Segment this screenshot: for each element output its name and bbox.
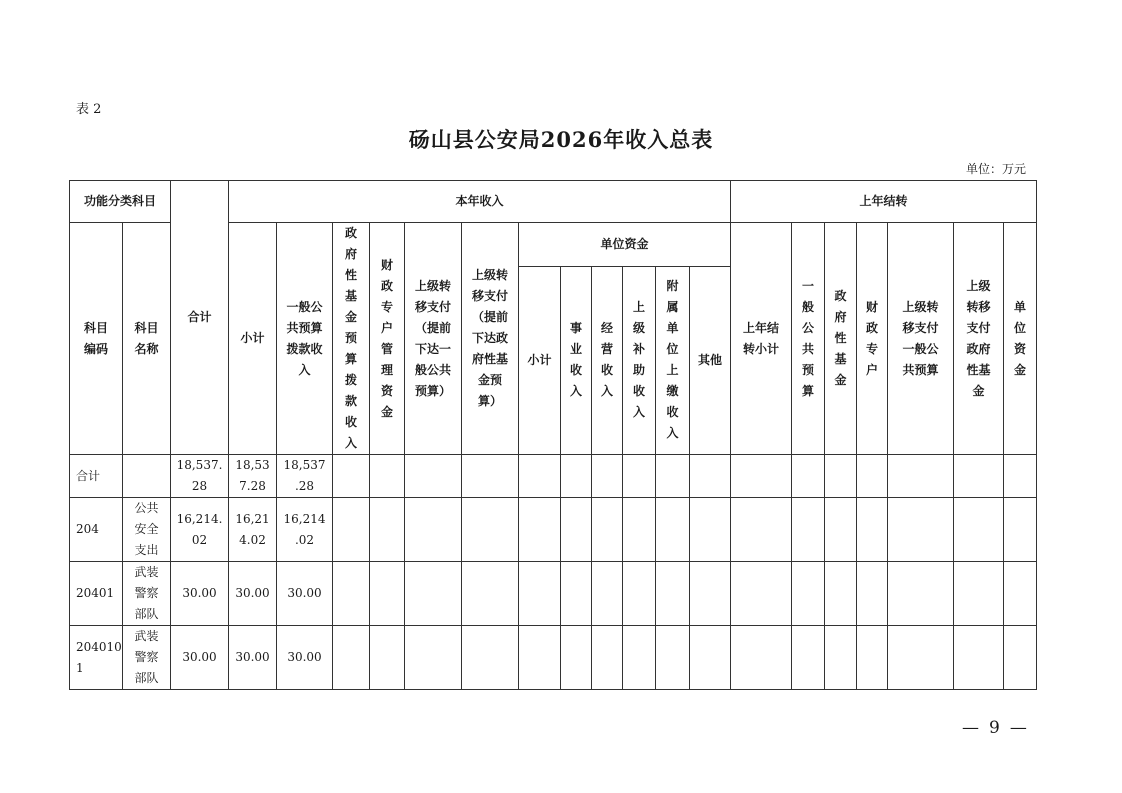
carry-subtotal-header: 上年结 转小计	[731, 223, 792, 455]
subtotal-cell: 16,21 4.02	[229, 498, 277, 562]
total-header: 合计	[171, 181, 229, 455]
other-header: 其他	[690, 266, 731, 454]
transfer-gov-fund-header: 上级转 移支付 （提前 下达政 府性基 金预 算）	[462, 223, 519, 455]
general-budget-cell: 30.00	[277, 626, 333, 690]
total-cell: 30.00	[171, 562, 229, 626]
general-budget-cell: 18,537 .28	[277, 455, 333, 498]
subject-code: 204010 1	[70, 626, 123, 690]
general-budget-cell: 30.00	[277, 562, 333, 626]
table-row	[70, 498, 1037, 562]
unit-funds-header: 单位资金	[519, 223, 731, 267]
subtotal-cell: 30.00	[229, 626, 277, 690]
total-cell: 18,537. 28	[171, 455, 229, 498]
unit-subtotal-header: 小计	[519, 266, 561, 454]
unit-label: 单位：万元	[965, 162, 1026, 176]
subject-name: 武装 警察 部队	[123, 626, 171, 690]
carry-transfer-general-header: 上级转 移支付 一般公 共预算	[888, 223, 954, 455]
page-title: 砀山县公安局2026年收入总表	[408, 127, 714, 152]
subject-code: 合计	[70, 455, 123, 498]
subject-name-header: 科目 名称	[123, 223, 171, 455]
operating-income-header: 经 营 收 入	[592, 266, 623, 454]
table-row	[70, 455, 1037, 498]
transfer-general-header: 上级转 移支付 （提前 下达一 般公共 预算）	[405, 223, 462, 455]
carry-unit-funds-header: 单 位 资 金	[1004, 223, 1037, 455]
subject-name	[123, 455, 171, 498]
subsidy-income-header: 上 级 补 助 收 入	[623, 266, 656, 454]
current-year-income-header: 本年收入	[229, 181, 731, 223]
total-cell: 16,214. 02	[171, 498, 229, 562]
subject-code-header: 科目 编码	[70, 223, 123, 455]
business-income-header: 事 业 收 入	[561, 266, 592, 454]
carry-transfer-gov-header: 上级 转移 支付 政府 性基 金	[954, 223, 1004, 455]
carry-gov-fund-header: 政 府 性 基 金	[825, 223, 857, 455]
subject-name: 公共 安全 支出	[123, 498, 171, 562]
total-cell: 30.00	[171, 626, 229, 690]
subject-name: 武装 警察 部队	[123, 562, 171, 626]
table-label: 表 2	[76, 102, 102, 117]
page-number: —9—	[962, 718, 1037, 738]
table-row	[70, 626, 1037, 690]
affiliated-income-header: 附 属 单 位 上 缴 收 入	[656, 266, 690, 454]
general-budget-cell: 16,214 .02	[277, 498, 333, 562]
subtotal-header: 小计	[229, 223, 277, 455]
carry-special-header: 财 政 专 户	[857, 223, 888, 455]
carry-general-header: 一 般 公 共 预 算	[792, 223, 825, 455]
general-public-budget-header: 一般公 共预算 拨款收 入	[277, 223, 333, 455]
subject-code: 20401	[70, 562, 123, 626]
special-account-header: 财 政 专 户 管 理 资 金	[370, 223, 405, 455]
table-row	[70, 562, 1037, 626]
subtotal-cell: 18,53 7.28	[229, 455, 277, 498]
prior-year-carryover-header: 上年结转	[731, 181, 1037, 223]
subtotal-cell: 30.00	[229, 562, 277, 626]
gov-fund-header: 政 府 性 基 金 预 算 拨 款 收 入	[333, 223, 370, 455]
subject-code: 204	[70, 498, 123, 562]
income-summary-table	[69, 180, 1037, 690]
func-category-header: 功能分类科目	[70, 181, 171, 223]
